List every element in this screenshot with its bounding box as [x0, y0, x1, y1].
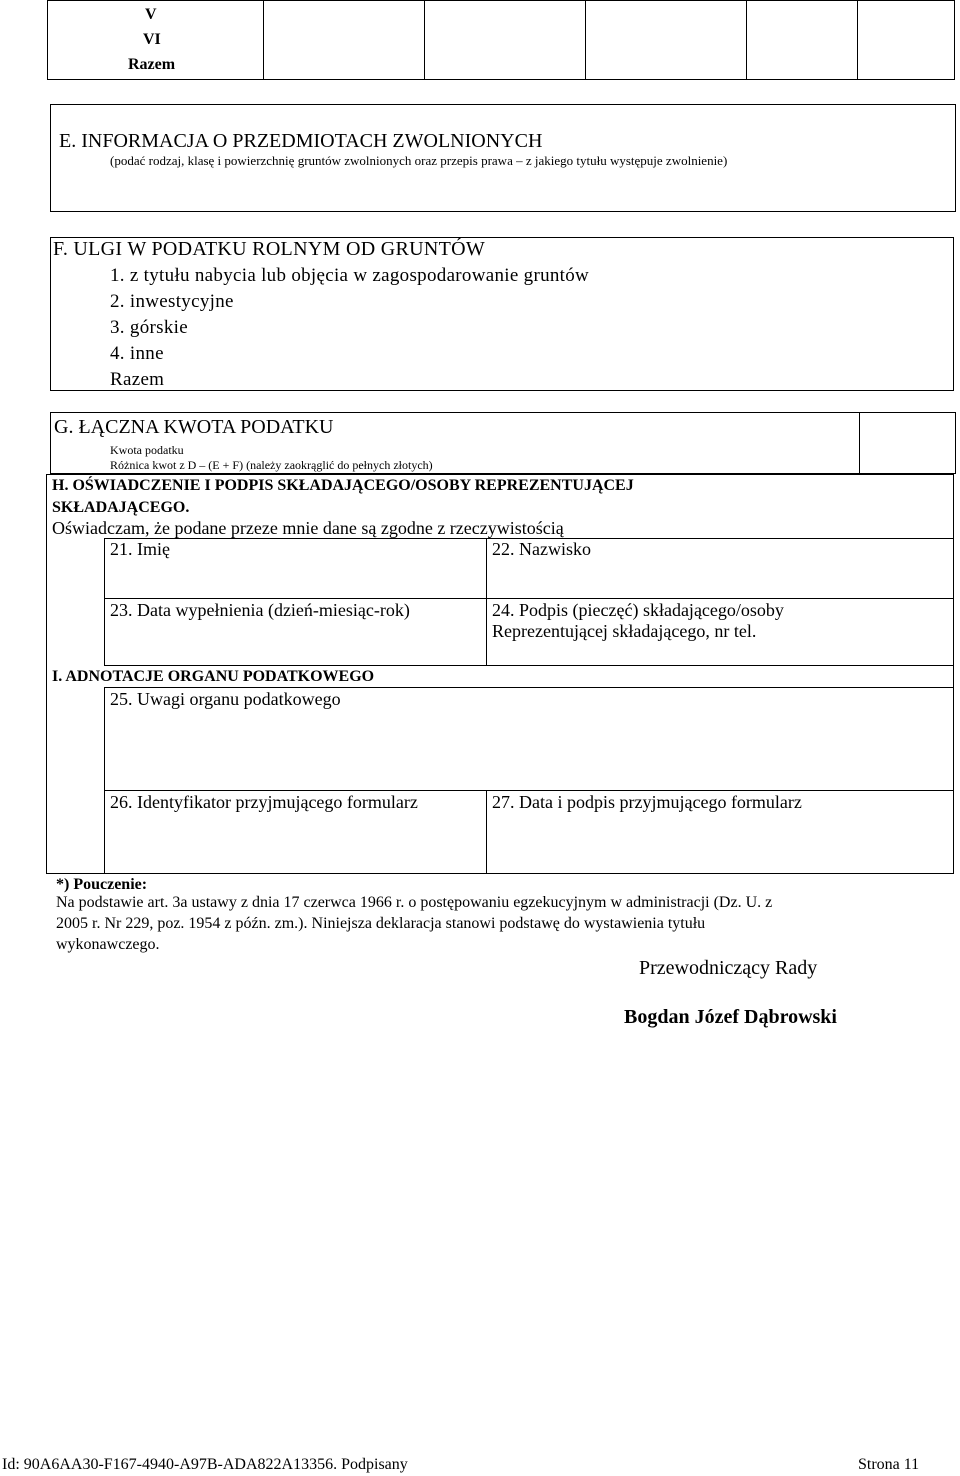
- fields-26-27-divider: [486, 790, 487, 874]
- section-f-item-2: 2. inwestycyjne: [110, 291, 234, 312]
- fields-21-22-divider: [486, 538, 487, 598]
- section-i-title: I. ADNOTACJE ORGANU PODATKOWEGO: [52, 668, 375, 685]
- fields-23-24-divider: [486, 598, 487, 665]
- fields-23-24-top: [104, 598, 954, 599]
- section-h-title-line-2: SKŁADAJĄCEGO.: [52, 499, 190, 516]
- top-table-divider-3: [585, 0, 586, 80]
- fields-left-border: [104, 538, 105, 665]
- fields-26-27-top: [104, 790, 954, 791]
- field-25-label: 25. Uwagi organu podatkowego: [110, 689, 341, 709]
- section-h-title-line-1: H. OŚWIADCZENIE I PODPIS SKŁADAJĄCEGO/OSOBY REPREZENTUJĄCEJ: [52, 477, 634, 494]
- section-f-item-1: 1. z tytułu nabycia lub objęcia w zagospodarowanie gruntów: [110, 265, 590, 286]
- fields-23-24-bottom: [104, 665, 954, 666]
- field-26-input[interactable]: [106, 815, 484, 871]
- section-h-statement: Oświadczam, że podane przeze mnie dane są zgodne z rzeczywistością: [52, 518, 564, 538]
- field-22-input[interactable]: [488, 562, 952, 596]
- section-f-item-razem: Razem: [110, 369, 165, 390]
- field-23-input[interactable]: [106, 625, 484, 663]
- top-table: [47, 0, 955, 80]
- section-g-title: G. ŁĄCZNA KWOTA PODATKU: [54, 416, 334, 438]
- section-e-subtitle: (podać rodzaj, klasę i powierzchnię gruntów zwolnionych oraz przepis prawa – z jakiego tytułu występuje zwolnienie): [110, 153, 728, 168]
- section-f-item-3: 3. górskie: [110, 317, 188, 338]
- field-21-label: 21. Imię: [110, 539, 170, 559]
- top-table-divider-4: [746, 0, 747, 80]
- notice-line-2: 2005 r. Nr 229, poz. 1954 z późn. zm.). Niniejsza deklaracja stanowi podstawę do wystawienia tytułu: [56, 915, 706, 932]
- field-25-top: [104, 687, 954, 688]
- field-26-label: 26. Identyfikator przyjmującego formularz: [110, 792, 418, 812]
- section-i-left-border: [104, 687, 105, 874]
- section-e-title: E. INFORMACJA O PRZEDMIOTACH ZWOLNIONYCH: [59, 130, 543, 152]
- section-g-line-2: Różnica kwot z D – (E + F) (należy zaokrąglić do pełnych złotych): [110, 458, 433, 472]
- field-25-input[interactable]: [106, 712, 952, 788]
- footer-document-id: Id: 90A6AA30-F167-4940-A97B-ADA822A13356. Podpisany: [2, 1456, 408, 1473]
- notice-line-1: Na podstawie art. 3a ustawy z dnia 17 czerwca 1966 r. o postępowaniu egzekucyjnym w administracji (Dz. U. z: [56, 894, 773, 911]
- notice-line-3: wykonawczego.: [56, 936, 160, 953]
- field-27-input[interactable]: [488, 815, 952, 871]
- top-table-row-razem: Razem: [128, 56, 176, 73]
- field-23-label: 23. Data wypełnienia (dzień-miesiąc-rok): [110, 600, 410, 620]
- field-24-label-line-2: Reprezentującej składającego, nr tel.: [492, 621, 757, 641]
- top-table-row-vi: VI: [143, 31, 161, 48]
- top-table-divider-1: [263, 0, 264, 80]
- section-f-title: F. ULGI W PODATKU ROLNYM OD GRUNTÓW: [53, 238, 486, 260]
- section-g-line-1: Kwota podatku: [110, 443, 184, 457]
- top-table-divider-5: [857, 0, 858, 80]
- top-table-divider-2: [424, 0, 425, 80]
- field-21-input[interactable]: [106, 562, 484, 596]
- field-24-label-line-1: 24. Podpis (pieczęć) składającego/osoby: [492, 600, 784, 620]
- section-g-amount-cell: [859, 412, 956, 474]
- field-22-label: 22. Nazwisko: [492, 539, 591, 559]
- field-24-input[interactable]: [488, 645, 952, 663]
- signature-role: Przewodniczący Rady: [639, 957, 818, 979]
- top-table-row-v: V: [145, 6, 157, 23]
- notice-heading: *) Pouczenie:: [56, 876, 148, 893]
- footer-page-number: Strona 11: [858, 1456, 920, 1473]
- field-27-label: 27. Data i podpis przyjmującego formularz: [492, 792, 802, 812]
- section-f-item-4: 4. inne: [110, 343, 164, 364]
- signature-name: Bogdan Józef Dąbrowski: [624, 1006, 837, 1028]
